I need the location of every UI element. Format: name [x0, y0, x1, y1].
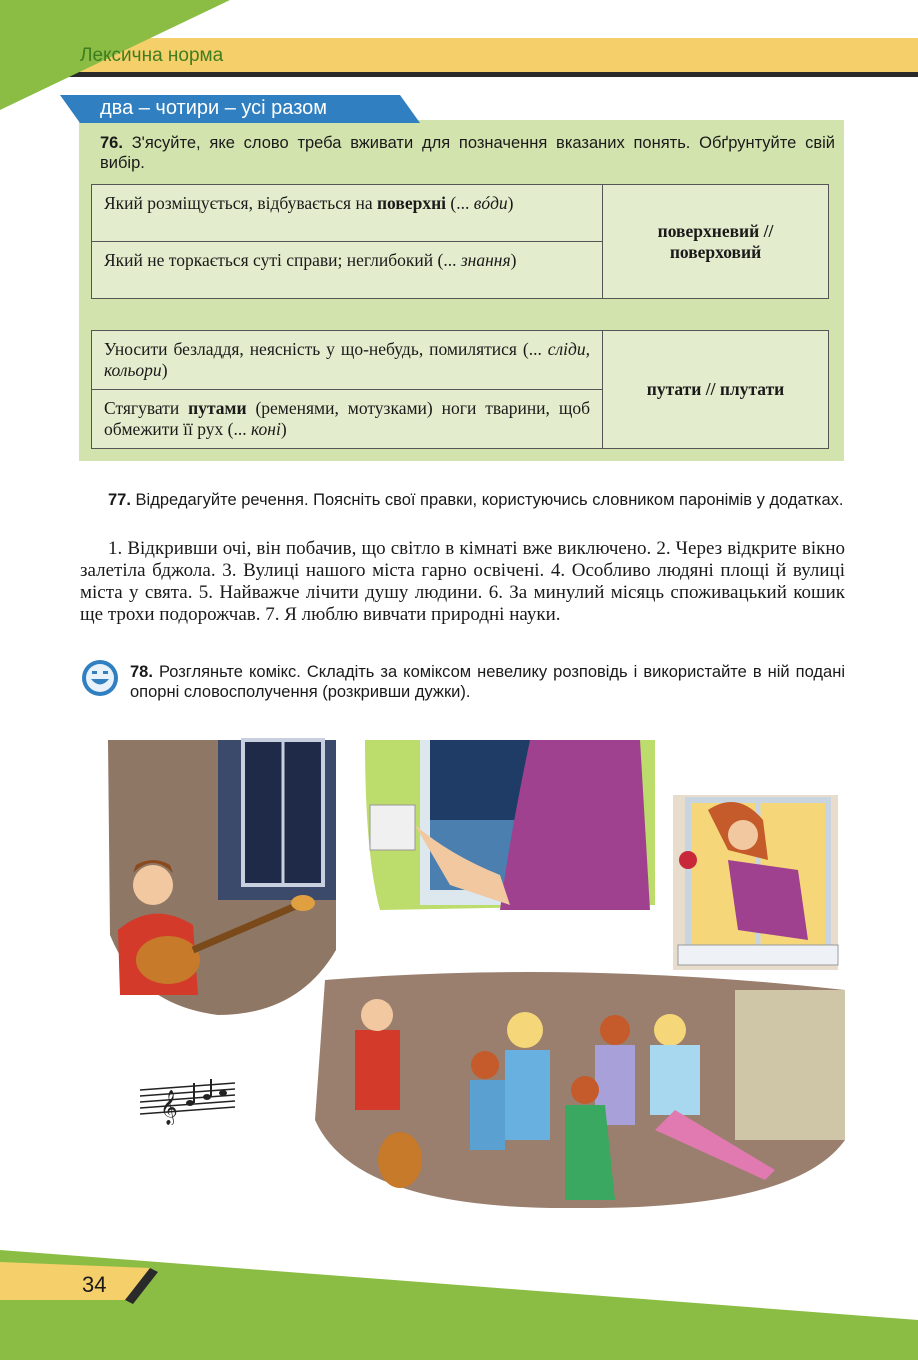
table-cell [92, 331, 603, 390]
cell-text: ) [507, 193, 514, 213]
exercise-text: Відредагуйте речення. Поясніть свої правки, користуючись словником паронімів у додатках. [135, 491, 844, 509]
cell-text: Який розміщується, відбувається на [104, 193, 377, 213]
exercise-number: 78. [130, 663, 153, 681]
cell-bold-word: поверхні [376, 193, 447, 213]
answer-cell [603, 331, 829, 449]
cell-italic-word: вóди [473, 193, 508, 213]
exercise-77-sentences: 1. Відкривши очі, він побачив, що світло в кімнаті вже виключено. 2. Через відкрите вікно залетіла бджола. 3. Вулиці нашого міста гарно освічені. 4. Особливо людяні площі й вулиці міста у свята. 5. Найважче лічити душу людини. 6. За минулий місяць споживацький кошик ще трохи подорожчав. 7. Я люблю вивчати природні науки. [80, 538, 845, 625]
exercise-77-task [80, 490, 845, 510]
page-number: 34 [82, 1272, 107, 1297]
cell-text: ) [510, 250, 517, 270]
exercise-number: 76. [100, 134, 123, 152]
section-tab-label: два – чотири – усі разом [100, 97, 328, 119]
cell-text: (ременями, мотузками) ноги тварини, щоб обмежити її рух (... [104, 398, 590, 439]
smiley-icon [80, 658, 120, 698]
cell-bold-word: путами [188, 398, 247, 418]
cell-text: ) [161, 360, 168, 380]
exercise-text: З'ясуйте, яке слово треба вживати для позначення вказаних понять. Обґрунтуйте свій вибір. [100, 134, 835, 172]
paronym-table-1 [91, 184, 829, 299]
answer-line: путати // плутати [646, 379, 785, 399]
cell-text: ) [280, 419, 287, 439]
table-cell [92, 390, 603, 449]
page-header-title: Лексична норма [80, 45, 224, 66]
cell-italic-word: коні [251, 419, 281, 439]
cell-text: Стягувати [104, 398, 189, 418]
answer-line: поверхневий // [657, 220, 774, 241]
table-cell [92, 242, 603, 299]
footer-decoration [0, 1250, 918, 1360]
exercise-76-task [100, 133, 835, 173]
svg-text:𝄞: 𝄞 [160, 1090, 178, 1125]
cell-text: Який не торкається суті справи; неглибокий (... [104, 250, 461, 270]
cell-text: Уносити безладдя, неясність у що-небудь, помилятися (... [104, 339, 548, 359]
exercise-text: Розгляньте комікс. Складіть за коміксом невелику розповідь і використайте в ній подані опорні словосполучення (розкривши дужки). [130, 663, 845, 701]
cell-italic-word: знання [460, 250, 511, 270]
answer-cell [603, 185, 829, 299]
exercise-78-task [130, 662, 845, 702]
music-notes-image [135, 1075, 245, 1125]
exercise-number: 77. [108, 491, 131, 509]
cell-text: (... [446, 193, 474, 213]
table-cell [92, 185, 603, 242]
comic-panel-window [668, 790, 843, 975]
paronym-table-2 [91, 330, 829, 449]
cell-italic-word: сліди, кольори [104, 339, 590, 380]
answer-line: поверховий [669, 241, 762, 262]
section-tab [60, 95, 420, 125]
comic-panel-crowd [295, 970, 850, 1210]
comic-panel-switch [360, 735, 660, 915]
